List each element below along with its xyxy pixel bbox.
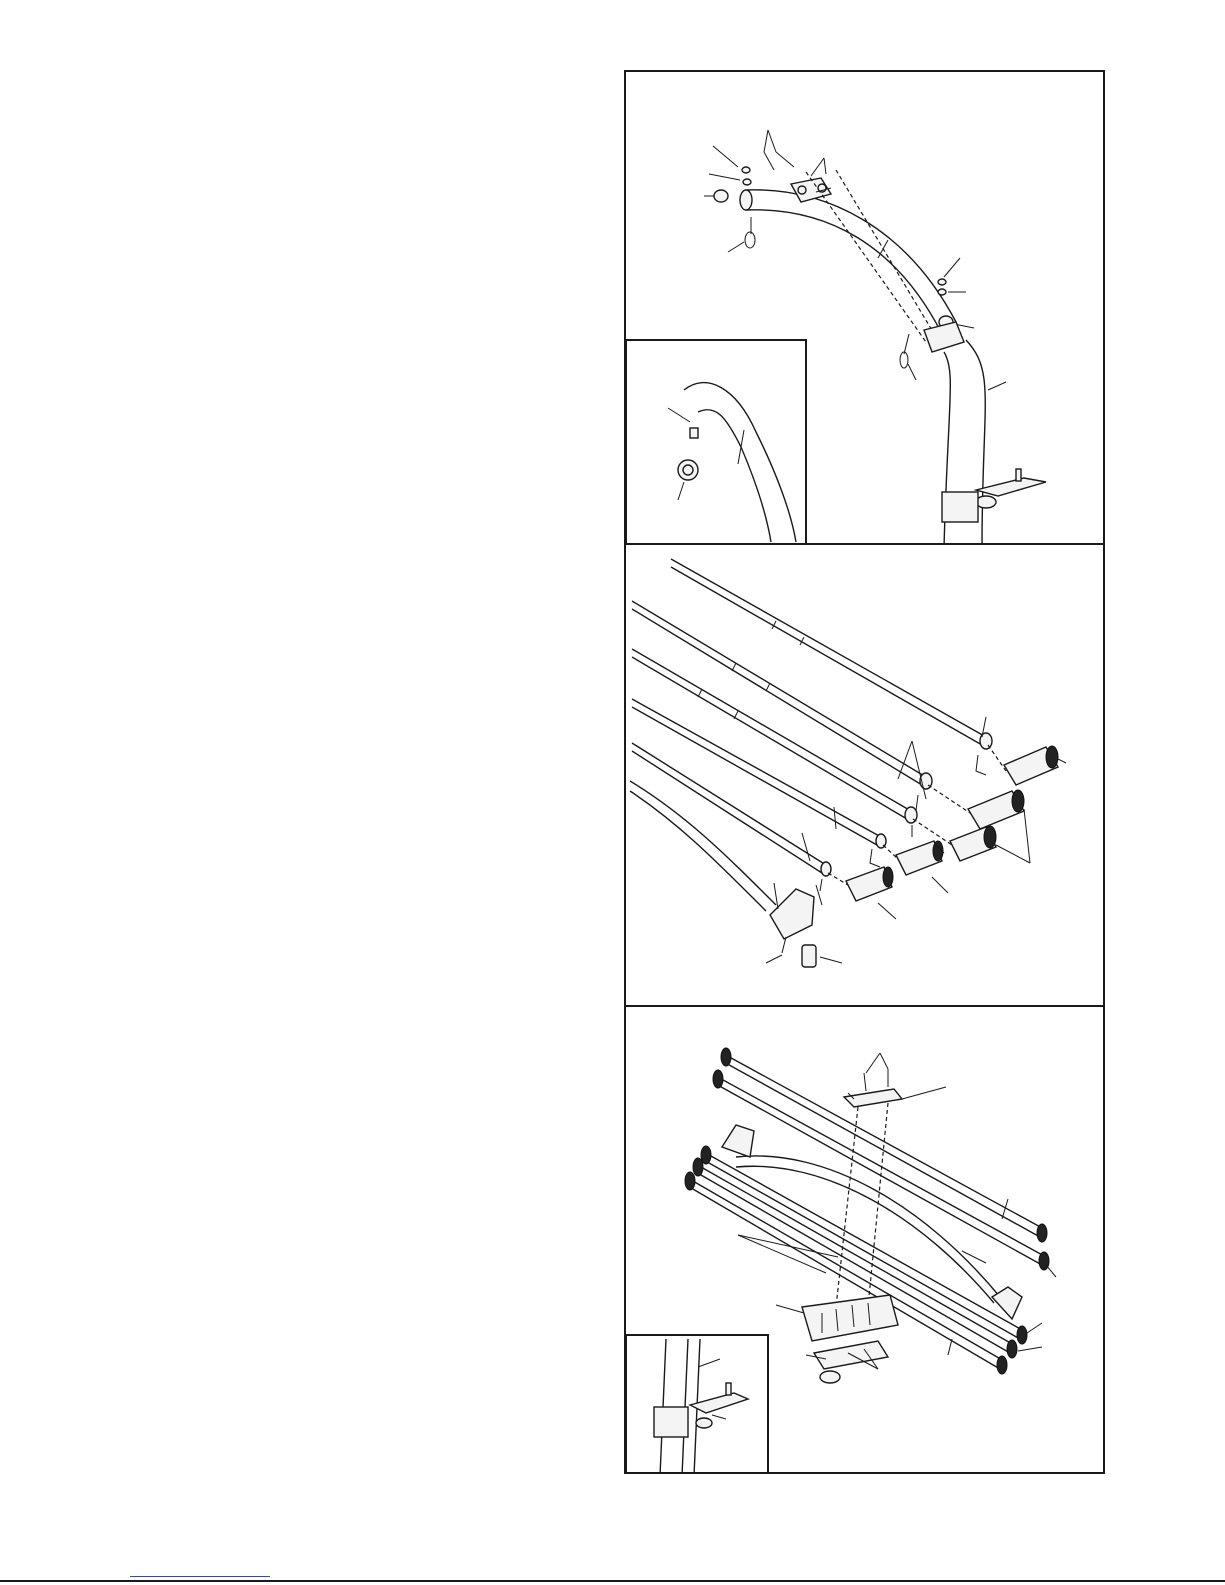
washer: [938, 289, 946, 295]
base-foot: [820, 1371, 840, 1383]
curved-bar-inner: [736, 1166, 994, 1303]
callout-leader: [1018, 1347, 1042, 1351]
pin: [916, 795, 918, 811]
pin-shaft: [904, 334, 909, 354]
callout-leader: [820, 957, 842, 963]
inset-foot: [696, 1418, 712, 1428]
alignment-line: [828, 873, 848, 885]
callout-leader: [776, 1305, 804, 1313]
foot-cap: [802, 945, 816, 967]
callout-leader: [766, 955, 782, 963]
inset-collar: [654, 1407, 688, 1437]
callout-leader: [709, 174, 740, 180]
figure-storage-rack-assembly: [624, 1005, 1105, 1474]
callout-leader: [811, 158, 824, 176]
foot-pad: [976, 496, 996, 508]
callout-leader: [962, 1251, 986, 1263]
pin-ring: [745, 232, 755, 248]
callout-leader: [866, 1053, 880, 1073]
threaded-knob: [896, 841, 943, 875]
callout-leader: [834, 807, 836, 829]
callout-leader: [816, 885, 822, 905]
callout-leader: [880, 1053, 888, 1069]
callout-leader: [944, 258, 960, 277]
footer-rule: [0, 1580, 1225, 1582]
end-cap: [714, 190, 728, 202]
alignment-line: [836, 1107, 858, 1307]
threaded-knob: [1004, 746, 1058, 785]
alignment-line: [988, 745, 1006, 771]
figure-upper-frame-assembly: [624, 70, 1105, 545]
callout-leader: [1024, 1323, 1042, 1335]
collar: [942, 492, 978, 522]
inset-slot: [690, 428, 698, 438]
alignment-line: [806, 172, 926, 342]
callout-leader: [1058, 759, 1066, 763]
callout-leader: [908, 364, 916, 380]
callout-leader: [898, 741, 912, 779]
bolt-shaft: [764, 152, 774, 170]
pin-ring: [900, 352, 908, 368]
foot-plate: [976, 478, 1046, 496]
threaded-knob: [968, 790, 1024, 829]
crossbar-5: [632, 743, 826, 873]
callout-leader: [728, 242, 744, 252]
figure-crossbar-assembly: [624, 543, 1105, 1007]
alignment-line: [928, 785, 970, 813]
callout-leader: [713, 146, 738, 167]
inset-ring-hole: [683, 465, 693, 475]
storage-rack-diagram: [626, 1007, 1105, 1474]
bar-end: [980, 733, 992, 749]
bracket-hole: [798, 186, 806, 194]
callout-leader: [1046, 1265, 1056, 1277]
curved-bar-inner: [630, 791, 766, 911]
threaded-knob: [950, 826, 996, 861]
callout-leader: [802, 833, 810, 861]
alignment-line: [883, 845, 898, 859]
curved-tube-bottom-edge: [746, 210, 942, 334]
nut: [742, 167, 750, 173]
callout-leader: [764, 130, 768, 152]
crossbar-3: [632, 649, 911, 819]
upper-frame-diagram: [626, 72, 1105, 545]
crossbar-diagram: [626, 545, 1105, 1007]
rack-holder: [802, 1295, 898, 1341]
foot-bracket: [770, 889, 814, 939]
callout-leader: [996, 845, 1030, 863]
callout-leader: [1024, 809, 1030, 863]
foot-pin: [1016, 469, 1021, 481]
callout-leader: [774, 883, 778, 909]
footer-link-underline[interactable]: [130, 1576, 270, 1577]
bolt-shaft: [776, 152, 794, 167]
curved-bar-bracket: [722, 1125, 754, 1157]
threaded-knob: [846, 867, 893, 901]
curved-bar-outer: [630, 781, 776, 905]
callout-leader: [878, 903, 896, 919]
tube-end: [740, 190, 752, 210]
callout-leader: [768, 130, 776, 152]
callout-leader: [824, 158, 826, 174]
callout-leader: [948, 1339, 952, 1355]
bolt: [864, 1073, 866, 1091]
nut: [938, 279, 946, 285]
washer: [743, 179, 751, 185]
curved-bar-outer: [736, 1156, 1000, 1297]
inset-pin: [726, 1383, 731, 1395]
pin: [820, 879, 822, 891]
inset-frame: [626, 340, 806, 545]
callout-arrow: [902, 1087, 946, 1099]
pin: [870, 849, 880, 867]
callout-leader: [932, 877, 948, 893]
curved-tube-top-edge: [746, 190, 956, 322]
callout-leader: [988, 382, 1006, 390]
alignment-line: [836, 170, 936, 337]
pin: [976, 755, 986, 775]
